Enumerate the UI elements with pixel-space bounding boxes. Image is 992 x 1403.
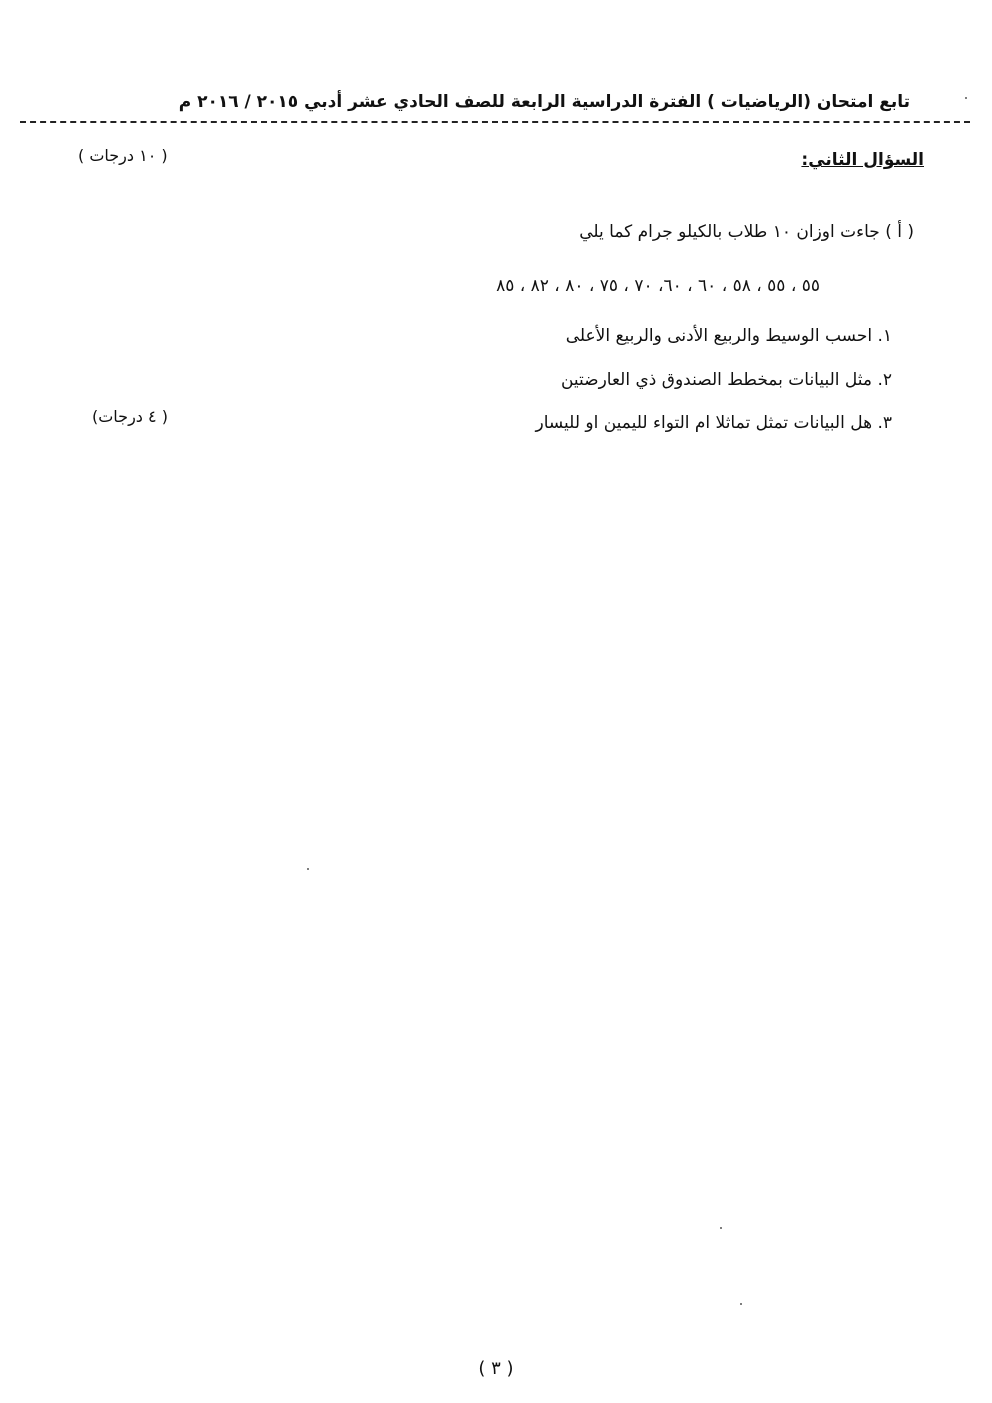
question-marks: ( ١٠ درجات ) bbox=[78, 146, 168, 165]
scan-speck bbox=[307, 868, 309, 870]
question-item-3-marks: ( ٤ درجات) bbox=[92, 407, 168, 426]
header-dashed-rule bbox=[20, 121, 970, 123]
scan-speck bbox=[965, 97, 967, 99]
weights-data-list: ٥٥ ، ٥٥ ، ٥٨ ، ٦٠ ، ٦٠، ٧٠ ، ٧٥ ، ٨٠ ، ٨٢ ، ٨٥ bbox=[496, 276, 820, 296]
page-number: ( ٣ ) bbox=[478, 1358, 514, 1379]
scan-speck bbox=[740, 1303, 742, 1305]
question-item-3: ٣. هل البيانات تمثل تماثلا ام التواء لليمين او لليسار bbox=[535, 413, 892, 433]
scan-speck bbox=[720, 1227, 722, 1229]
question-item-1: ١. احسب الوسيط والربيع الأدنى والربيع الأعلى bbox=[565, 326, 892, 346]
question-title: السؤال الثاني: bbox=[801, 150, 924, 170]
part-a-statement: ( أ ) جاءت اوزان ١٠ طلاب بالكيلو جرام كما يلي bbox=[579, 222, 914, 242]
exam-header-title: تابع امتحان (الرياضيات ) الفترة الدراسية الرابعة للصف الحادي عشر أدبي ٢٠١٥ / ٢٠١٦ م bbox=[178, 92, 910, 112]
question-item-2: ٢. مثل البيانات بمخطط الصندوق ذي العارضتين bbox=[560, 370, 892, 390]
